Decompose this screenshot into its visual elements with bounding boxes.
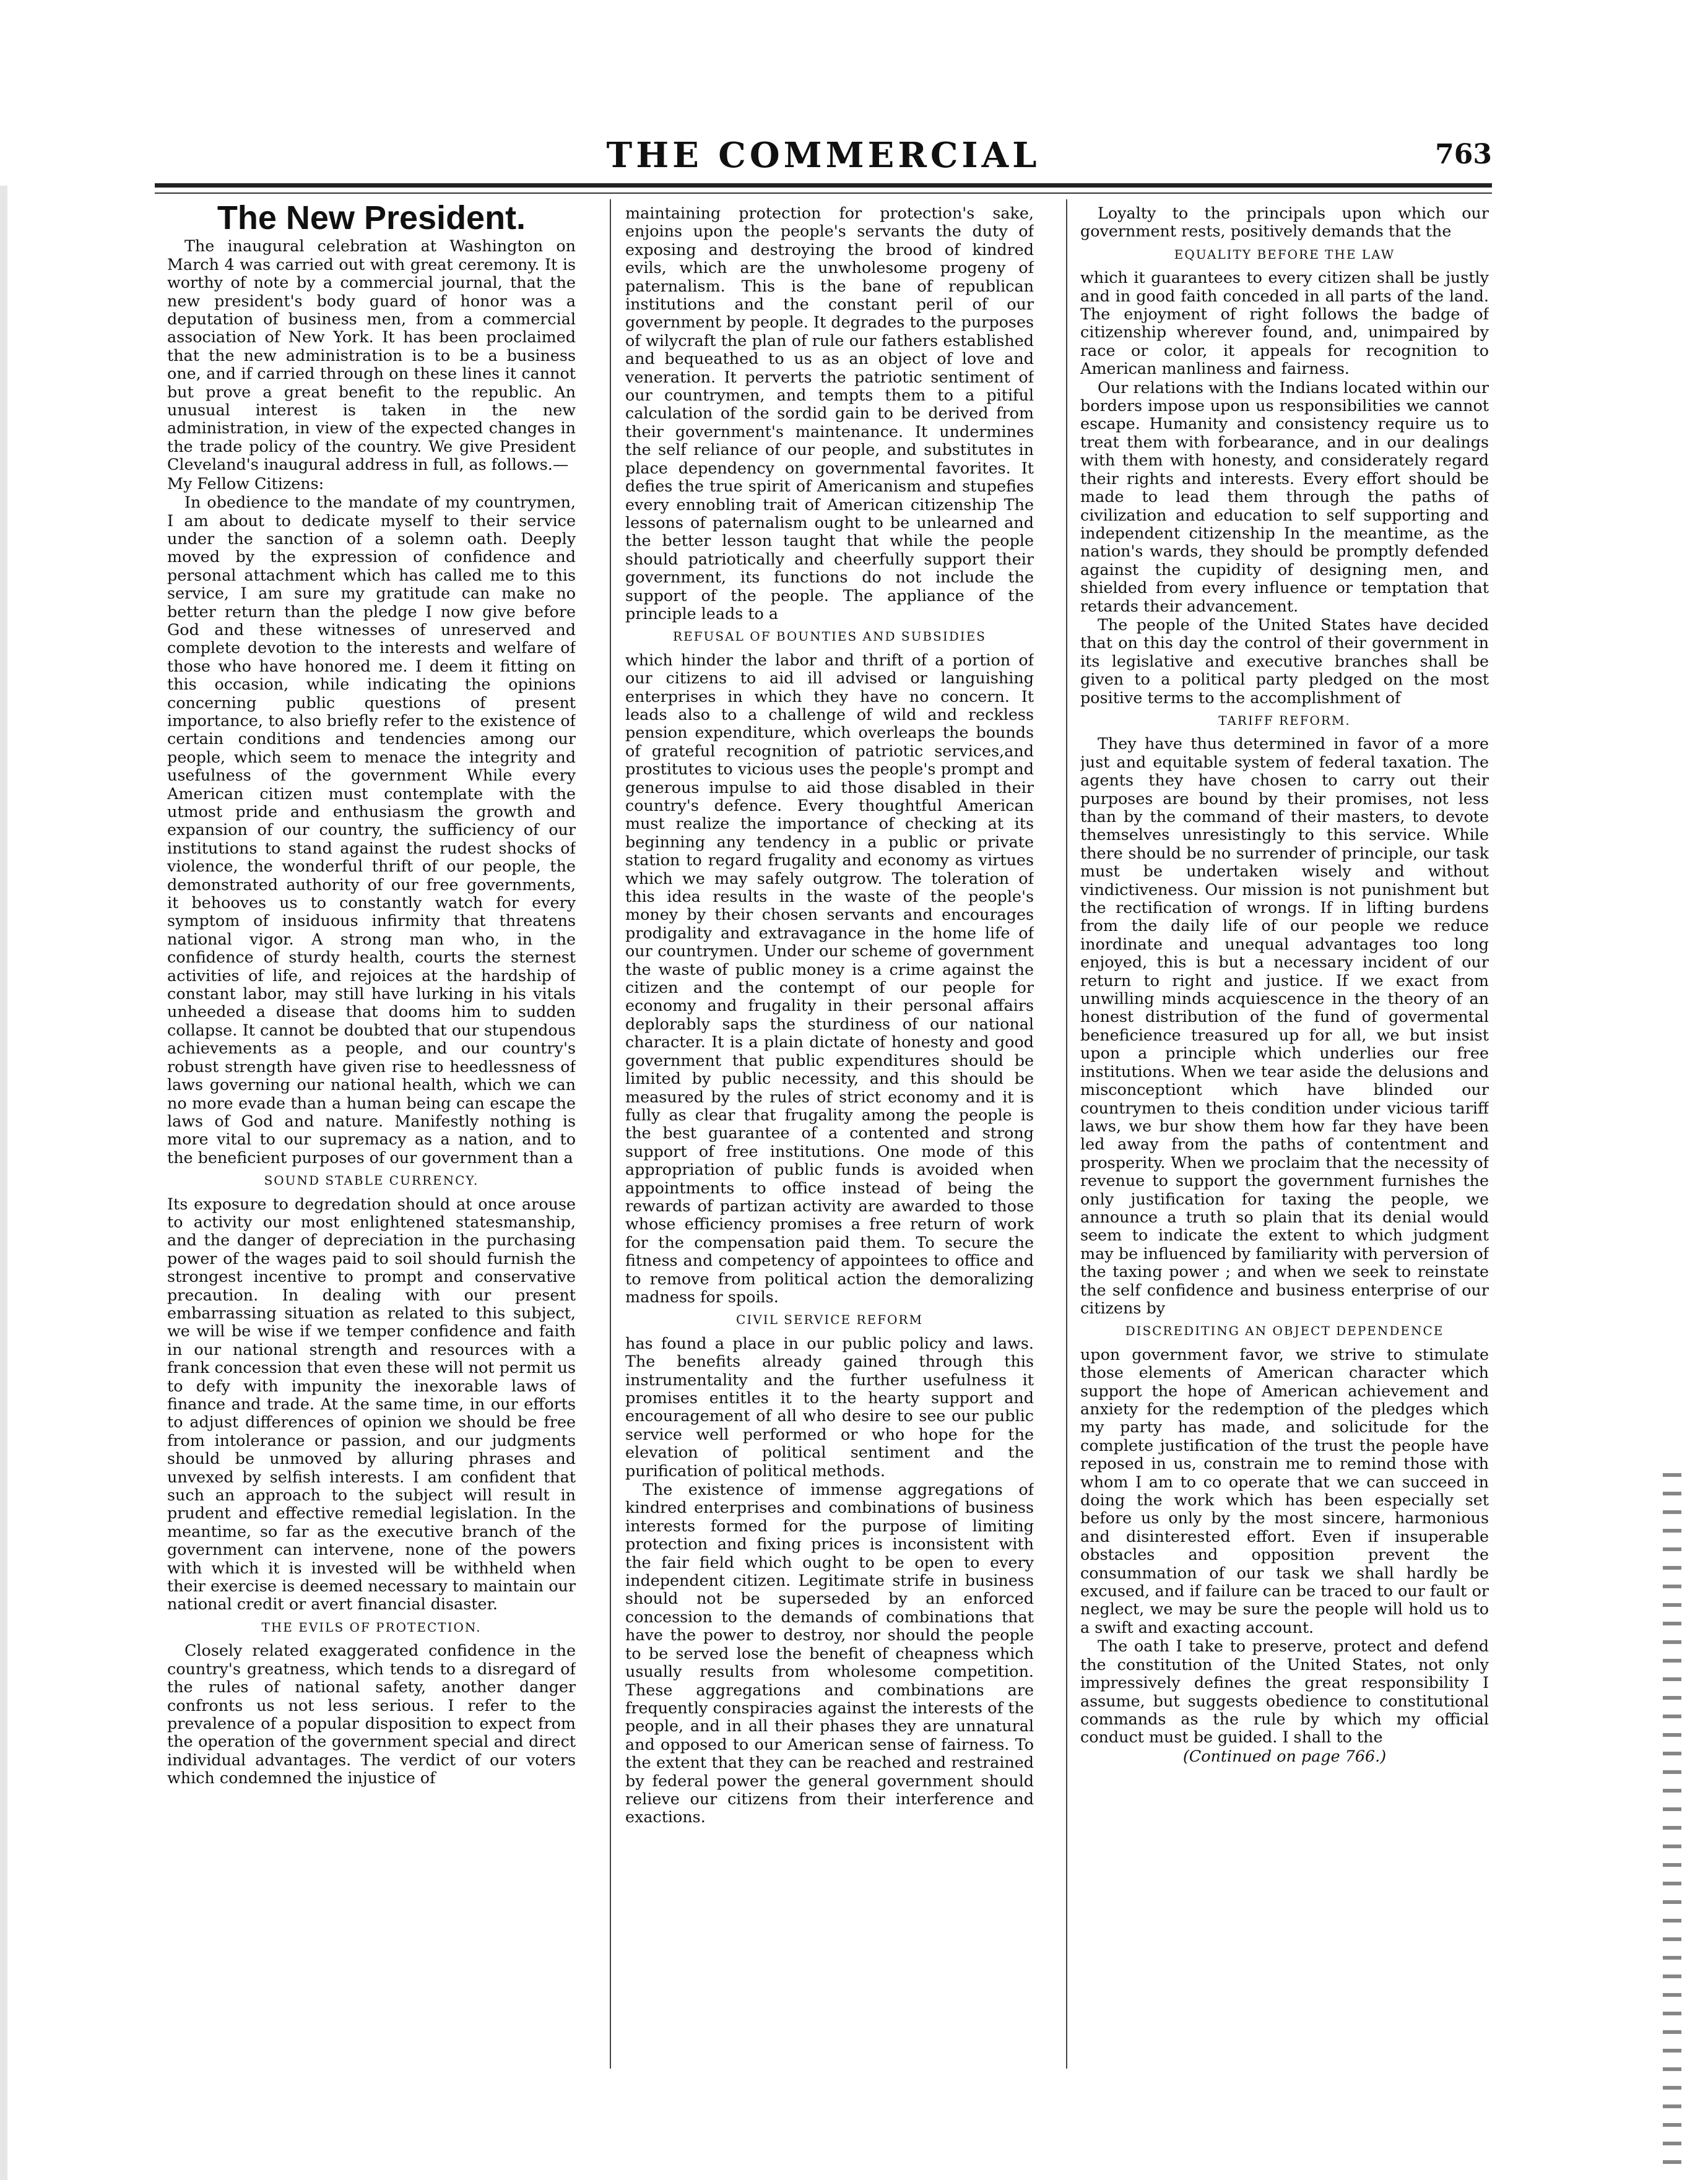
page-number: 763 xyxy=(1435,139,1492,170)
article-title: The New President. xyxy=(217,204,526,236)
continued-note: (Continued on page 766.) xyxy=(1182,1746,1387,1765)
column-1-paragraph-4: Closely related exaggerated confidence in the country's greatness, which tends to a disregard of the rules of national safety, another danger confronts us not less serious. I refer to the prevalence of a popular disposition to expect from the operation of the government special and direct individual advantages. The verdict of our voters which condemned the injustice of xyxy=(167,1641,576,1788)
masthead xyxy=(155,135,1492,178)
subhead-discrediting-object-dependence: DISCREDITING AN OBJECT DEPENDENCE xyxy=(1125,1323,1444,1339)
column-1-paragraph-1: The inaugural celebration at Washington on March 4 was carried out with great ceremony. It is worthy of note by a commercial journal, that the new president's body guard of honor was a deputation of business men, from a commercial association of New York. It has been proclaimed that the new administration is to be a business one, and if carried through on these lines it cannot but prove a great benefit to the republic. An unusual interest is taken in the new administration, in view of the expected changes in the trade policy of the country. We give President Cleveland's inaugural address in full, as follows.— xyxy=(167,236,576,474)
page-edge-shadow xyxy=(0,186,7,2180)
header-rule-thick xyxy=(155,183,1492,188)
column-1-paragraph-3: Its exposure to degredation should at once arouse to activity our most enlightened statesmanship, and the danger of depreciation in the purchasing power of the wages paid to soil should furnish the strongest incentive to prompt and conservative precaution. In dealing with our present embarrassing situation as related to this subject, we will be wise if we temper confidence and faith in our national strength and resources with a frank concession that even these will not permit us to defy with impunity the inexorable laws of finance and trade. At the same time, in our efforts to adjust differences of opinion we should be free from intolerance or passion, and our judgments should be unmoved by alluring phrases and unvexed by selfish interests. I am confident that such an approach to the subject will result in prudent and effective remedial legislation. In the meantime, so far as the executive branch of the government can intervene, none of the powers with which it is invested will be withheld when their exercise is deemed necessary to maintain our national credit or avert financial disaster. xyxy=(167,1194,576,1614)
margin-scan-marks xyxy=(1663,1473,1681,2179)
subhead-evils-of-protection: THE EVILS OF PROTECTION. xyxy=(261,1619,482,1635)
subhead-refusal-of-bounties: REFUSAL OF BOUNTIES AND SUBSIDIES xyxy=(673,629,986,644)
salutation: My Fellow Citizens: xyxy=(167,474,324,493)
column-3-paragraph-1: Loyalty to the principals upon which our government rests, positively demands that the xyxy=(1080,204,1489,241)
column-2 xyxy=(625,204,1034,2067)
column-2-paragraph-3: has found a place in our public policy and laws. The benefits already gained through this instrumentality and the further usefulness it promises entitles it to the hearty support and encouragement of all who desire to see our public service well performed or who hope for the elevation of political sentiment and the purification of political methods. xyxy=(625,1333,1034,1480)
subhead-tariff-reform: TARIFF REFORM. xyxy=(1218,712,1351,728)
masthead-title: THE COMMERCIAL xyxy=(606,135,1041,176)
column-3 xyxy=(1080,204,1489,2067)
column-3-paragraph-5: They have thus determined in favor of a more just and equitable system of federal taxation. The agents they have chosen to carry out their purposes are bound by their promises, not less than by the command of their masters, to devote themselves unresistingly to this service. While there should be no surrender of principle, our task must be undertaken wisely and without vindictiveness. Our mission is not punishment but the rectification of wrongs. If in lifting burdens from the daily life of our people we reduce inordinate and unequal advantages too long enjoyed, this is but a necessary incident of our return to right and justice. If we exact from unwilling minds acquiescence in the theory of an honest distribution of the fund of govermental beneficience treasured up for all, we but insist upon a principle which underlies our free institutions. When we tear aside the delusions and misconceptiont which have blinded our countrymen to theis condition under vicious tariff laws, we bur show them how far they have been led away from the paths of contentment and prosperity. When we proclaim that the necessity of revenue to support the government furnishes the only justification for taxing the people, we announce a truth so plain that its denial would seem to indicate the extent to which judgment may be influenced by familiarity with perversion of the taxing power ; and when we seek to reinstate the self confidence and business enterprise of our citizens by xyxy=(1080,734,1489,1317)
column-3-paragraph-6: upon government favor, we strive to stimulate those elements of American character which support the hope of American achievement and anxiety for the redemption of the pledges which my party has made, and solicitude for the complete justification of the trust the people have reposed in us, constrain me to remind those with whom I am to co operate that we can succeed in doing the work which has been especially set before us only by the most sincere, harmonious and disinterested effort. Even if insuperable obstacles and opposition prevent the consummation of our task we shall hardly be excused, and if failure can be traced to our fault or neglect, we may be sure the people will hold us to a swift and exacting account. xyxy=(1080,1344,1489,1637)
column-3-paragraph-3: Our relations with the Indians located within our borders impose upon us responsibilities we cannot escape. Humanity and consistency require us to treat them with forbearance, and in our dealings with them with honesty, and considerately regard their rights and interests. Every effort should be made to lead them through the paths of civilization and education to self supporting and independent citizenship In the meantime, as the nation's wards, they should be promptly defended against the cupidity of designing men, and shielded from every influence or temptation that retards their advancement. xyxy=(1080,378,1489,615)
column-3-paragraph-7: The oath I take to preserve, protect and defend the constitution of the United States, not only impressively defines the great responsibility I assume, but suggests obedience to constitutional commands as the rule by which my official conduct must be guided. I shall to the xyxy=(1080,1637,1489,1747)
column-3-paragraph-4: The people of the United States have decided that on this day the control of their government in its legislative and executive branches shall be given to a political party pledged on the most positive terms to the accomplishment of xyxy=(1080,615,1489,707)
subhead-civil-service-reform: CIVIL SERVICE REFORM xyxy=(736,1312,923,1328)
column-divider-1 xyxy=(610,199,611,2069)
header-rule-thin xyxy=(155,192,1492,194)
subhead-equality-before-law: EQUALITY BEFORE THE LAW xyxy=(1174,246,1395,262)
column-1 xyxy=(167,204,576,2067)
column-divider-2 xyxy=(1066,199,1067,2069)
column-2-paragraph-2: which hinder the labor and thrift of a portion of our citizens to aid ill advised or languishing enterprises in which they have no concern. It leads also to a challenge of wild and reckless pension expenditure, which overleaps the bounds of grateful recognition of patriotic services,and prostitutes to vicious uses the people's prompt and generous impulse to aid those disabled in their country's defence. Every thoughtful American must realize the importance of checking at its beginning any tendency in a public or private station to regard frugality and economy as virtues which we may safely outgrow. The toleration of this idea results in the waste of the people's money by their chosen servants and encourages prodigality and extravagance in the home life of our countrymen. Under our scheme of government the waste of public money is a crime against the citizen and the contempt of our people for economy and frugality in their personal affairs deplorably saps the sturdiness of our national character. It is a plain dictate of honesty and good government that public expenditures should be limited by public necessity, and this should be measured by the rules of strict economy and it is fully as clear that frugality among the people is the best guarantee of a contented and strong support of free institutions. One mode of this appropriation of public funds is avoided when appointments to office instead of being the rewards of partizan activity are awarded to those whose efficiency promises a free return of work for the compensation paid them. To secure the fitness and competency of appointees to office and to remove from political action the demoralizing madness for spoils. xyxy=(625,650,1034,1306)
column-2-paragraph-4: The existence of immense aggregations of kindred enterprises and combinations of business interests formed for the purpose of limiting protection and fixing prices is inconsistent with the fair field which ought to be open to every independent citizen. Legitimate strife in business should not be superseded by an enforced concession to the demands of combinations that have the power to destroy, nor should the people to be served lose the benefit of cheapness which usually results from wholesome competition. These aggregations and combinations are frequently conspiracies against the interests of the people, and in all their phases they are unnatural and opposed to our American sense of fairness. To the extent that they can be reached and restrained by federal power the general government should relieve our citizens from their interference and exactions. xyxy=(625,1480,1034,1827)
column-1-paragraph-2: In obedience to the mandate of my countrymen, I am about to dedicate myself to their service under the sanction of a solemn oath. Deeply moved by the expression of confidence and personal attachment which has called me to this service, I am sure my gratitude can make no better return than the pledge I now give before God and these witnesses of unreserved and complete devotion to the interests and welfare of those who have honored me. I deem it fitting on this occasion, while indicating the opinions concerning public questions of present importance, to also briefly refer to the existence of certain conditions and tendencies among our people, which seem to menace the integrity and usefulness of the government While every American citizen must contemplate with the utmost pride and enthusiasm the growth and expansion of our country, the sufficiency of our institutions to stand against the rudest shocks of violence, the wonderful thrift of our people, the demonstrated authority of our free governments, it behooves us to constantly watch for every symptom of insiduous infirmity that threatens national vigor. A strong man who, in the confidence of sturdy health, courts the sternest activities of life, and rejoices at the hardship of constant labor, may still have lurking in his vitals unheeded a disease that dooms him to sudden collapse. It cannot be doubted that our stupendous achievements as a people, and our country's robust strength have given rise to heedlessness of laws governing our national health, which we can no more evade than a human being can escape the laws of God and nature. Manifestly nothing is more vital to our supremacy as a nation, and to the beneficient purposes of our government than a xyxy=(167,493,576,1167)
column-3-paragraph-2: which it guarantees to every citizen shall be justly and in good faith conceded in all parts of the land. The enjoyment of right follows the badge of citizenship wherever found, and, unimpaired by race or color, it appeals for recognition to American manliness and fairness. xyxy=(1080,268,1489,378)
column-2-paragraph-1: maintaining protection for protection's sake, enjoins upon the people's servants the duty of exposing and destroying the brood of kindred evils, which are the unwholesome progeny of paternalism. This is the bane of republican institutions and the constant peril of our government by people. It degrades to the purposes of wilycraft the plan of rule our fathers established and bequeathed to us as an object of love and veneration. It perverts the patriotic sentiment of our countrymen, and tempts them to a pitiful calculation of the sordid gain to be derived from their government's maintenance. It undermines the self reliance of our people, and substitutes in place dependency on governmental favorites. It defies the true spirit of Americanism and stupefies every ennobling trait of American citizenship The lessons of paternalism ought to be unlearned and the better lesson taught that while the people should patriotically and cheerfully support their government, its functions do not include the support of the people. The appliance of the principle leads to a xyxy=(625,204,1034,623)
subhead-sound-stable-currency: SOUND STABLE CURRENCY. xyxy=(264,1173,479,1188)
